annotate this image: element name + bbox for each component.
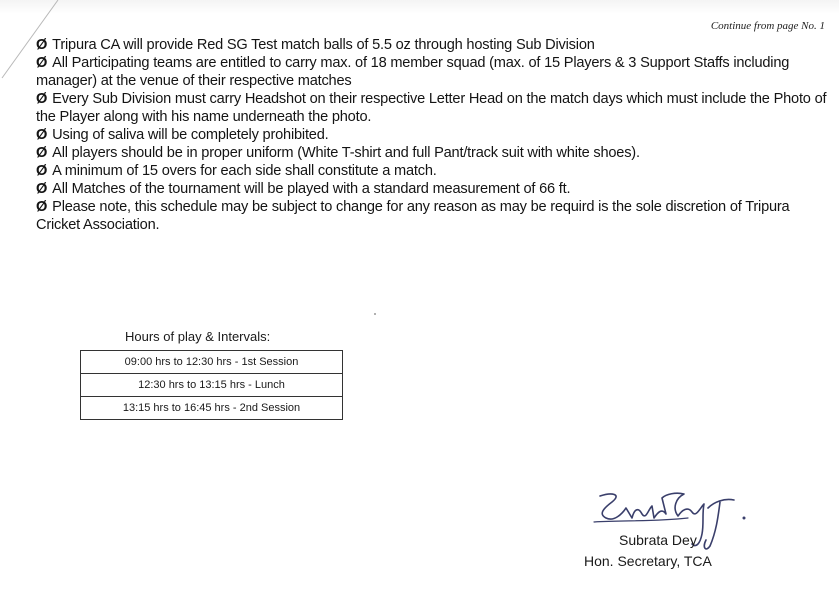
rule-text: All Participating teams are entitled to carry max. of 18 member squad (max. of 15 Players & 3 Support Staffs including manager) at the venue of their respective matches — [36, 55, 790, 89]
rule-item — [36, 180, 836, 198]
rule-item — [36, 90, 836, 126]
hours-table — [80, 350, 343, 420]
rule-item — [36, 162, 836, 180]
bullet-icon: Ø — [36, 199, 48, 215]
bullet-icon: Ø — [36, 127, 48, 143]
scan-speck — [374, 313, 376, 315]
table-row — [81, 374, 343, 397]
rule-item — [36, 198, 836, 234]
signatory-title: Hon. Secretary, TCA — [584, 553, 712, 569]
session-cell: 13:15 hrs to 16:45 hrs - 2nd Session — [81, 397, 343, 420]
rules-list — [36, 36, 836, 234]
rule-text: Tripura CA will provide Red SG Test match balls of 5.5 oz through hosting Sub Division — [52, 37, 595, 53]
bullet-icon: Ø — [36, 91, 48, 107]
continue-note: Continue from page No. 1 — [710, 20, 825, 32]
session-cell: 09:00 hrs to 12:30 hrs - 1st Session — [81, 351, 343, 374]
signatory-name: Subrata Dey — [619, 532, 697, 548]
table-row — [81, 351, 343, 374]
rule-text: Every Sub Division must carry Headshot on their respective Letter Head on the match days which must include the Photo of the Player along with his name underneath the photo. — [36, 91, 827, 125]
rule-text: Using of saliva will be completely prohibited. — [52, 127, 329, 143]
session-cell: 12:30 hrs to 13:15 hrs - Lunch — [81, 374, 343, 397]
rule-item — [36, 126, 836, 144]
rule-text: All Matches of the tournament will be played with a standard measurement of 66 ft. — [52, 181, 571, 197]
bullet-icon: Ø — [36, 55, 48, 71]
rule-item — [36, 54, 836, 90]
rule-text: All players should be in proper uniform (White T-shirt and full Pant/track suit with white shoes). — [52, 145, 640, 161]
bullet-icon: Ø — [36, 163, 48, 179]
rule-item — [36, 144, 836, 162]
bullet-icon: Ø — [36, 145, 48, 161]
rule-text: A minimum of 15 overs for each side shall constitute a match. — [52, 163, 437, 179]
rule-text: Please note, this schedule may be subject to change for any reason as may be requird is the sole discretion of Tripura Cricket Association. — [36, 199, 790, 233]
bullet-icon: Ø — [36, 37, 48, 53]
rule-item — [36, 36, 836, 54]
hours-title: Hours of play & Intervals: — [125, 329, 271, 344]
bullet-icon: Ø — [36, 181, 48, 197]
table-row — [81, 397, 343, 420]
